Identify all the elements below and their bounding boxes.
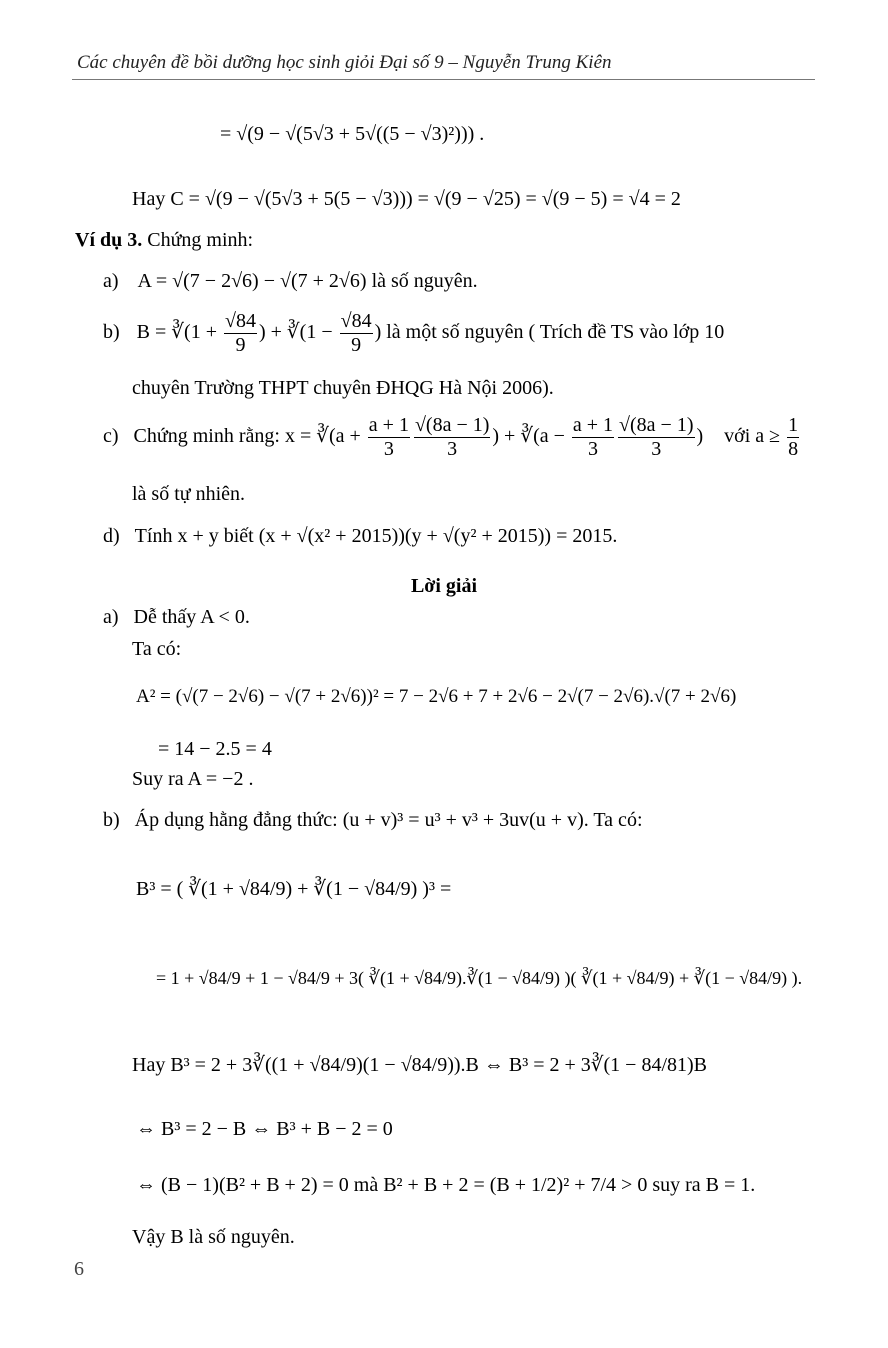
problem-b-text: là một số nguyên ( Trích đề TS vào lớp 10 xyxy=(386,321,725,344)
solution-b-l6: ⇔ (B − 1)(B² + B + 2) = 0 mà B² + B + 2 = (B + 1/2)² + 7/4 > 0 suy ra B = 1. xyxy=(136,1174,756,1196)
c-frac4 xyxy=(618,414,694,461)
frac2-den: 9 xyxy=(351,334,362,356)
c-frac4-num: √(8a − 1) xyxy=(619,414,694,436)
problem-b xyxy=(103,310,724,357)
problem-b-math-left: B = ∛(1 + xyxy=(136,321,222,344)
frac2-num: √84 xyxy=(340,310,372,332)
problem-c-label: c) xyxy=(103,425,119,448)
c-frac1-num: a + 1 xyxy=(368,414,409,436)
problem-c-tail: là số tự nhiên. xyxy=(132,483,246,505)
solution-b-l4: Hay B³ = 2 + 3∛((1 + √84/9)(1 − √84/9)).B ⇔ B³ = 2 + 3∛(1 − 84/81)B xyxy=(132,1054,708,1076)
c-frac3 xyxy=(572,414,614,461)
frac1-den: 9 xyxy=(235,334,246,356)
running-header: Các chuyên đề bồi dưỡng học sinh giỏi Đại số 9 – Nguyễn Trung Kiên xyxy=(77,52,612,73)
solution-b-l1 xyxy=(103,809,643,832)
c-cond-frac xyxy=(787,414,799,461)
solution-a-l3: A² = (√(7 − 2√6) − √(7 + 2√6))² = 7 − 2√6 + 7 + 2√6 − 2√(7 − 2√6).√(7 + 2√6) xyxy=(136,686,737,707)
problem-c-math1: x = ∛(a + xyxy=(284,425,366,448)
c-frac2 xyxy=(414,414,490,461)
example-heading xyxy=(75,229,253,252)
c-frac2-num: √(8a − 1) xyxy=(414,414,490,436)
solution-a-l4: = 14 − 2.5 = 4 xyxy=(158,738,272,760)
problem-c xyxy=(103,414,801,461)
problem-a xyxy=(103,270,478,293)
solution-b-l7: Vậy B là số nguyên. xyxy=(132,1226,295,1248)
solution-a-l2: Ta có: xyxy=(132,638,182,660)
solution-a-l5: Suy ra A = −2 . xyxy=(132,768,254,790)
solution-b-text1: Áp dụng hằng đẳng thức: (u + v)³ = u³ + v³ + 3uv(u + v). Ta có: xyxy=(134,809,643,831)
problem-d-math: (x + √(x² + 2015))(y + √(y² + 2015)) = 2015. xyxy=(258,525,618,547)
c-frac1-den: 3 xyxy=(383,438,394,460)
problem-b-math-end: ) xyxy=(374,321,382,344)
page-number: 6 xyxy=(74,1258,84,1280)
equation-c-step: = √(9 − √(5√3 + 5√((5 − √3)²))) . xyxy=(220,123,485,145)
problem-c-math2: ) + ∛(a − xyxy=(492,425,570,448)
solution-b-l2: B³ = ( ∛(1 + √84/9) + ∛(1 − √84/9) )³ = xyxy=(136,878,452,900)
c-cond-num: 1 xyxy=(788,414,799,436)
problem-c-text: Chứng minh rằng: xyxy=(133,425,285,448)
problem-a-text: là số nguyên. xyxy=(371,270,478,292)
c-frac1 xyxy=(368,414,410,461)
solution-b-label: b) xyxy=(103,809,120,831)
c-frac3-num: a + 1 xyxy=(572,414,614,436)
solution-b-l5: ⇔ B³ = 2 − B ⇔ B³ + B − 2 = 0 xyxy=(136,1118,393,1140)
problem-a-label: a) xyxy=(103,270,119,292)
solution-a-text1: Dễ thấy A < 0. xyxy=(133,606,250,628)
problem-d-label: d) xyxy=(103,525,120,547)
solution-a-l1 xyxy=(103,606,250,629)
equation-c-result: Hay C = √(9 − √(5√3 + 5(5 − √3))) = √(9 − √25) = √(9 − 5) = √4 = 2 xyxy=(132,188,681,210)
problem-b-math-mid: ) + ∛(1 − xyxy=(258,321,338,344)
example-intro: Chứng minh: xyxy=(142,229,254,251)
c-frac3-den: 3 xyxy=(587,438,598,460)
solution-title: Lời giải xyxy=(410,575,478,597)
problem-c-math3: ) xyxy=(696,425,704,448)
c-cond-den: 8 xyxy=(788,438,799,460)
frac1-num: √84 xyxy=(224,310,256,332)
problem-a-math: A = √(7 − 2√6) − √(7 + 2√6) xyxy=(137,270,367,292)
c-frac4-den: 3 xyxy=(651,438,662,460)
header-rule xyxy=(72,79,815,80)
problem-c-cond: với a ≥ xyxy=(724,425,781,448)
example-title: Ví dụ 3. xyxy=(75,229,143,251)
problem-b-frac1 xyxy=(224,310,257,357)
problem-d xyxy=(103,525,617,548)
problem-b-source: chuyên Trường THPT chuyên ĐHQG Hà Nội 2006). xyxy=(132,377,554,399)
solution-a-label: a) xyxy=(103,606,119,628)
problem-b-label: b) xyxy=(103,321,120,344)
problem-d-text: Tính x + y biết xyxy=(134,525,259,547)
problem-b-frac2 xyxy=(340,310,373,357)
solution-b-l3: = 1 + √84/9 + 1 − √84/9 + 3( ∛(1 + √84/9).∛(1 − √84/9) )( ∛(1 + √84/9) + ∛(1 − √84/9) ). xyxy=(156,968,803,988)
c-frac2-den: 3 xyxy=(447,438,458,460)
